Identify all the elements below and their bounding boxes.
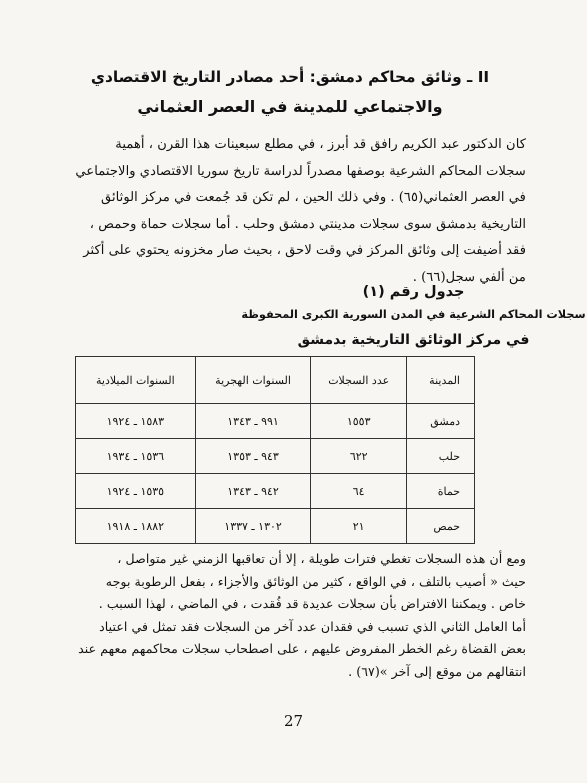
paragraph-line: أما العامل الثاني الذي تسبب في فقدان عدد آخر من السجلات فقد تمثل في اعتياد: [99, 618, 526, 634]
header-hijri-years: السنوات الهجرية: [195, 357, 311, 404]
cell-city: دمشق: [406, 404, 474, 439]
section-heading-line-1: II ـ وثائق محاكم دمشق: أحد مصادر التاريخ الاقتصادي: [90, 68, 490, 86]
table-row: [76, 509, 475, 544]
table-row: [76, 474, 475, 509]
intro-paragraph: [74, 132, 526, 292]
cell-record-count: ٦٤: [311, 474, 407, 509]
cell-hijri-years: ٩٩١ ـ ١٣٤٣: [195, 404, 311, 439]
court-records-table: [75, 356, 475, 544]
paragraph-line: سجلات المحاكم الشرعية بوصفها مصدراً لدراسة تاريخ سوريا الاقتصادي والاجتماعي: [75, 163, 526, 179]
paragraph-line: بعض القضاة رغم الخطر المفروض عليهم ، على اصطحاب سجلات محاكمهم معهم عند: [78, 641, 526, 656]
cell-city: حلب: [406, 439, 474, 474]
header-record-count: عدد السجلات: [311, 357, 407, 404]
table-title-line-1: سجلات المحاكم الشرعية في المدن السورية الكبرى المحفوظة: [241, 308, 586, 321]
page-number: 27: [283, 712, 304, 730]
header-city: المدينة: [406, 357, 474, 404]
header-gregorian-years: السنوات الميلادية: [76, 357, 196, 404]
cell-city: حمص: [406, 509, 474, 544]
table-row: [76, 404, 475, 439]
paragraph-line: فقد أضيفت إلى وثائق المركز في وقت لاحق ، بحيث صار مخزونه يحتوي على أكثر: [83, 243, 526, 259]
paragraph-line: في العصر العثماني(٦٥) . وفي ذلك الحين ، لم تكن قد جُمعت في مركز الوثائق: [100, 190, 526, 206]
cell-city: حماة: [406, 474, 474, 509]
cell-record-count: ٢١: [311, 509, 407, 544]
table-header-row: [76, 357, 475, 404]
cell-hijri-years: ٩٤٢ ـ ١٣٤٣: [195, 474, 311, 509]
cell-gregorian-years: ١٥٨٣ ـ ١٩٢٤: [76, 404, 196, 439]
table-number: جدول رقم (١): [362, 284, 465, 300]
section-heading: [90, 62, 490, 122]
section-heading-line-2: والاجتماعي للمدينة في العصر العثماني: [137, 97, 443, 116]
paragraph-line: كان الدكتور عبد الكريم رافق قد أبرز ، في مطلع سبعينات هذا القرن ، أهمية: [115, 137, 526, 152]
table-row: [76, 439, 475, 474]
paragraph-line: انتقالهم من موقع إلى آخر »(٦٧) .: [348, 663, 526, 679]
cell-hijri-years: ١٣٠٢ ـ ١٣٣٧: [195, 509, 311, 544]
paragraph-line: خاص . ويمكننا الافتراض بأن سجلات عديدة قد فُقدت ، في الماضي ، لهذا السبب .: [98, 596, 526, 611]
cell-record-count: ٦٢٢: [311, 439, 407, 474]
cell-record-count: ١٥٥٣: [311, 404, 407, 439]
table-title-line-2: في مركز الوثائق التاريخية بدمشق: [297, 332, 530, 348]
paragraph-line: ومع أن هذه السجلات تغطي فترات طويلة ، إلا أن تعاقبها الزمني غير متواصل ،: [117, 551, 526, 566]
cell-hijri-years: ٩٤٣ ـ ١٣٥٣: [195, 439, 311, 474]
paragraph-line: التاريخية بدمشق سوى سجلات مدينتي دمشق وحلب . أما سجلات حماة وحمص ،: [89, 216, 526, 232]
continuation-paragraph: [74, 548, 526, 683]
cell-gregorian-years: ١٥٣٦ ـ ١٩٣٤: [76, 439, 196, 474]
paragraph-line: من ألفي سجل(٦٦) .: [412, 269, 526, 285]
cell-gregorian-years: ١٨٨٢ ـ ١٩١٨: [76, 509, 196, 544]
cell-gregorian-years: ١٥٣٥ ـ ١٩٢٤: [76, 474, 196, 509]
paragraph-line: حيث « أصيب بالتلف ، في الواقع ، كثير من الوثائق والأجزاء ، بفعل الرطوبة بوجه: [105, 573, 526, 589]
